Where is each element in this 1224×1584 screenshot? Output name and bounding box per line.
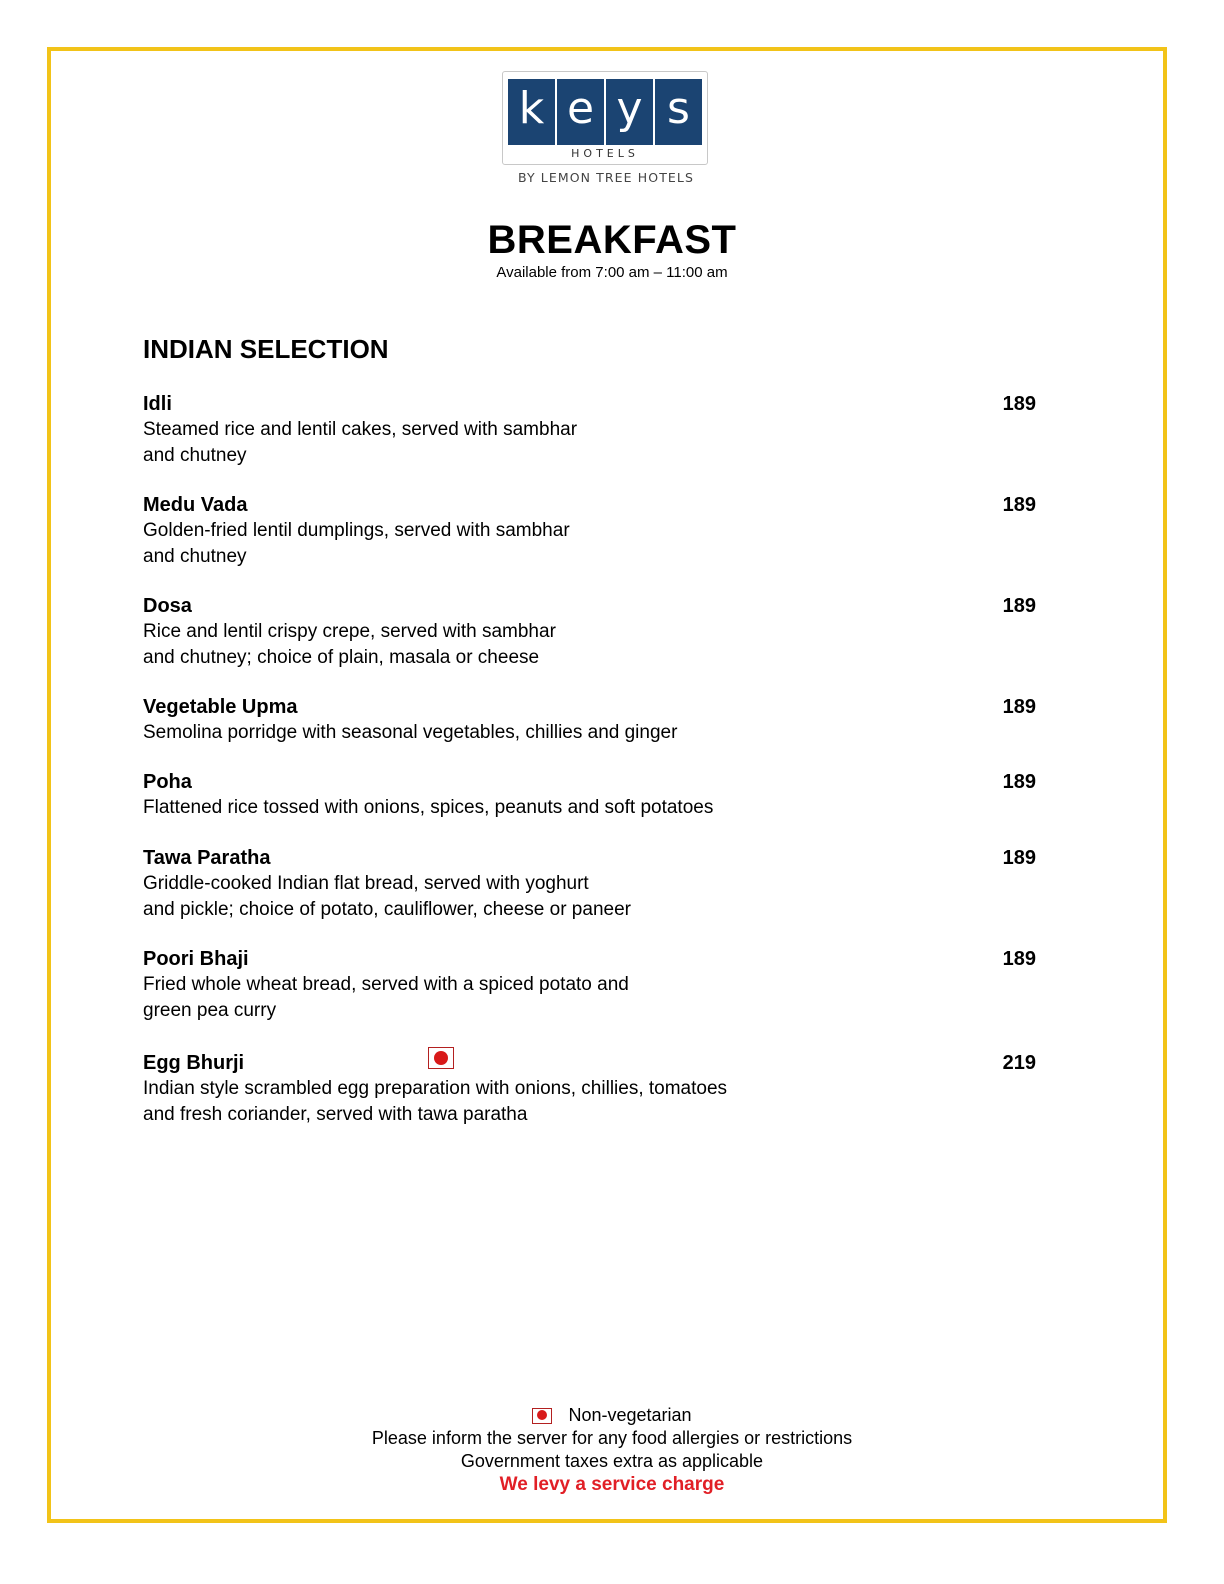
item-description: Indian style scrambled egg preparation with onions, chillies, tomatoes and fresh coriander, served with tawa paratha: [143, 1078, 728, 1125]
non-veg-icon: [428, 1047, 454, 1069]
logo-box: [502, 71, 708, 165]
page-title: BREAKFAST: [487, 218, 737, 262]
item-description: Griddle-cooked Indian flat bread, served with yoghurt and pickle; choice of potato, cauliflower, cheese or paneer: [143, 873, 631, 920]
logo-letters: [503, 79, 707, 145]
tax-note: Government taxes extra as applicable: [460, 1451, 764, 1471]
legend-label: Non-vegetarian: [568, 1405, 692, 1425]
item-price: 189: [1002, 595, 1036, 617]
menu-item-dosa: [143, 593, 1036, 671]
logo-letter-y: y: [606, 79, 653, 145]
availability-hours: Available from 7:00 am – 11:00 am: [496, 264, 728, 281]
item-description: Golden-fried lentil dumplings, served with sambhar and chutney: [143, 520, 570, 567]
menu-item-medu-vada: [143, 492, 1036, 570]
keys-hotels-logo: [502, 71, 710, 185]
item-name: Vegetable Upma: [143, 696, 298, 718]
item-name: Egg Bhurji: [143, 1052, 245, 1074]
item-price: 189: [1002, 393, 1036, 415]
menu-item-poha: [143, 769, 1036, 821]
item-price: 189: [1002, 771, 1036, 793]
item-price: 219: [1002, 1052, 1036, 1074]
menu-item-vegetable-upma: [143, 694, 1036, 746]
non-veg-legend-icon: [532, 1408, 552, 1424]
item-price: 189: [1002, 696, 1036, 718]
item-name: Poha: [143, 771, 192, 793]
item-name: Medu Vada: [143, 494, 248, 516]
item-price: 189: [1002, 948, 1036, 970]
menu-footer: [0, 1404, 1224, 1496]
allergy-note: Please inform the server for any food allergies or restrictions: [371, 1428, 853, 1448]
logo-tagline: BY LEMON TREE HOTELS: [517, 170, 695, 185]
menu-item-idli: [143, 391, 1036, 469]
menu-item-poori-bhaji: [143, 946, 1036, 1024]
item-description: Steamed rice and lentil cakes, served with sambhar and chutney: [143, 419, 578, 466]
item-name: Poori Bhaji: [143, 948, 249, 970]
logo-letter-k: k: [508, 79, 555, 145]
item-price: 189: [1002, 847, 1036, 869]
item-name: Dosa: [143, 595, 192, 617]
item-name: Idli: [143, 393, 172, 415]
item-name: Tawa Paratha: [143, 847, 271, 869]
item-price: 189: [1002, 494, 1036, 516]
item-description: Semolina porridge with seasonal vegetables, chillies and ginger: [143, 722, 678, 743]
item-description: Rice and lentil crispy crepe, served with sambhar and chutney; choice of plain, masala or cheese: [143, 621, 556, 668]
logo-letter-e: e: [557, 79, 604, 145]
service-charge-note: We levy a service charge: [499, 1474, 725, 1495]
section-title: INDIAN SELECTION: [143, 334, 389, 364]
item-description: Fried whole wheat bread, served with a spiced potato and green pea curry: [143, 974, 629, 1021]
legend: [0, 1404, 1224, 1427]
logo-hotels-text: HOTELS: [571, 147, 639, 160]
item-description: Flattened rice tossed with onions, spices, peanuts and soft potatoes: [143, 797, 714, 818]
menu-item-egg-bhurji: [143, 1050, 1036, 1128]
menu-item-tawa-paratha: [143, 845, 1036, 923]
logo-letter-s: s: [655, 79, 702, 145]
